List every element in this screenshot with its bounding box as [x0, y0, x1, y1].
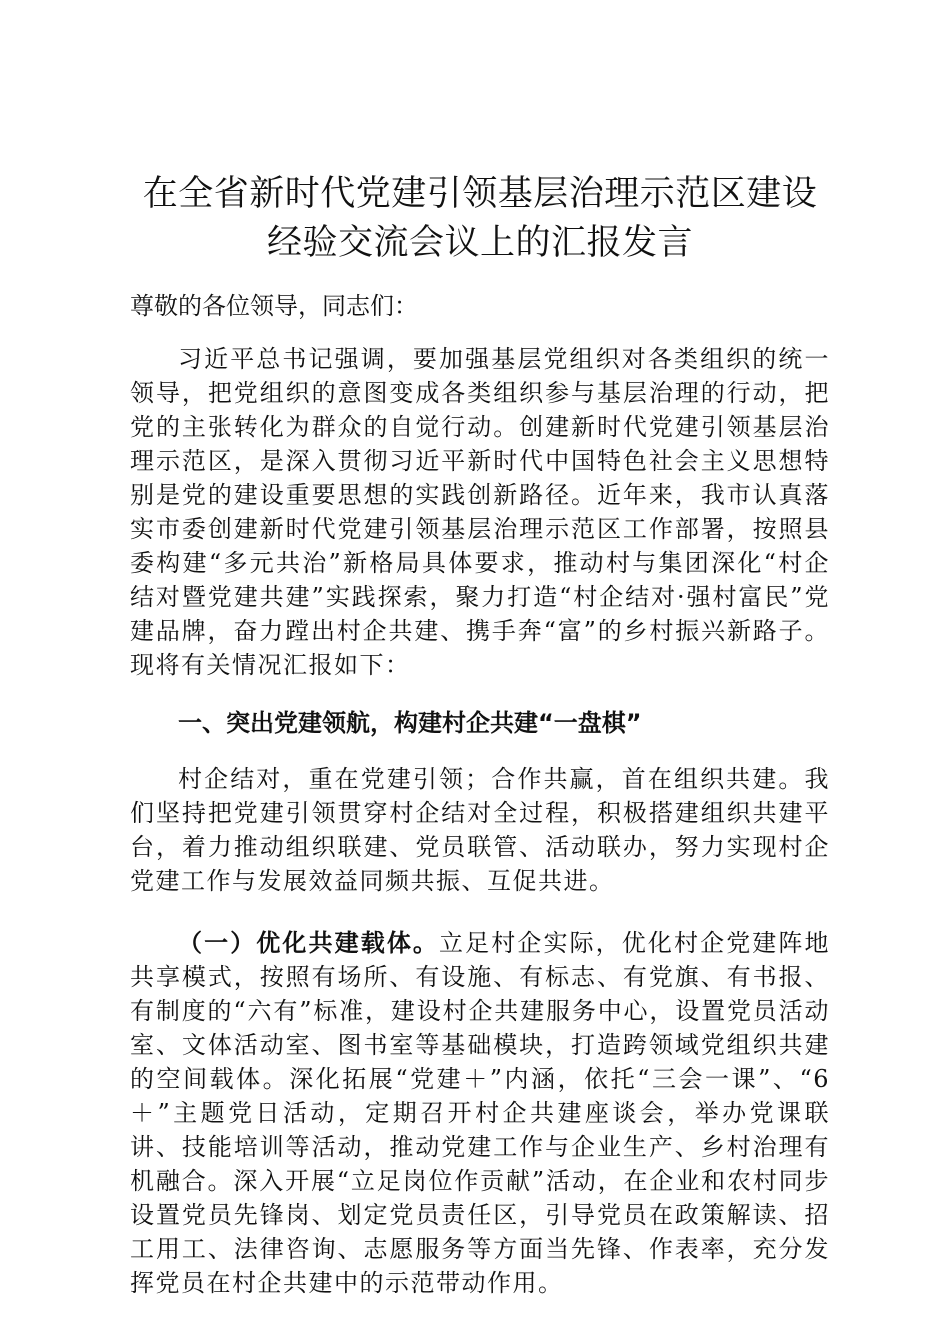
subsection-1-paragraph	[130, 926, 830, 1300]
section-1-heading: 一、突出党建领航，构建村企共建“一盘棋”	[178, 709, 642, 737]
document-title: 在全省新时代党建引领基层治理示范区建设经验交流会议上的汇报发言	[142, 174, 818, 263]
subsection-1-body: 立足村企实际，优化村企党建阵地共享模式，按照有场所、有设施、有标志、有党旗、有书报、有制度的“六有”标准，建设村企共建服务中心，设置党员活动室、文体活动室、图书室等基础模块，打造跨领域党组织共建的空间载体。深化拓展“党建＋”内涵，依托“三会一课”、“6＋”主题党日活动，定期召开村企共建座谈会，举办党课联讲、技能培训等活动，推动党建工作与企业生产、乡村治理有机融合。深入开展“立足岗位作贡献”活动，在企业和农村同步设置党员先锋岗、划定党员责任区，引导党员在政策解读、招工用工、法律咨询、志愿服务等方面当先锋、作表率，充分发挥党员在村企共建中的示范带动作用。	[130, 929, 831, 1297]
subsection-1-lead: （一）优化共建载体。	[178, 929, 440, 957]
salutation: 尊敬的各位领导，同志们：	[130, 292, 418, 320]
document-page	[130, 170, 830, 1300]
intro-paragraph: 习近平总书记强调，要加强基层党组织对各类组织的统一领导，把党组织的意图变成各类组织参与基层治理的行动，把党的主张转化为群众的自觉行动。创建新时代党建引领基层治理示范区，是深入贯彻习近平新时代中国特色社会主义思想特别是党的建设重要思想的实践创新路径。近年来，我市认真落实市委创建新时代党建引领基层治理示范区工作部署，按照县委构建“多元共治”新格局具体要求，推动村与集团深化“村企结对暨党建共建”实践探索，聚力打造“村企结对·强村富民”党建品牌，奋力蹚出村企共建、携手奔“富”的乡村振兴新路子。现将有关情况汇报如下：	[130, 345, 830, 679]
section-1-paragraph: 村企结对，重在党建引领；合作共赢，首在组织共建。我们坚持把党建引领贯穿村企结对全过程，积极搭建组织共建平台，着力推动组织联建、党员联管、活动联办，努力实现村企党建工作与发展效益同频共振、互促共进。	[130, 765, 830, 895]
